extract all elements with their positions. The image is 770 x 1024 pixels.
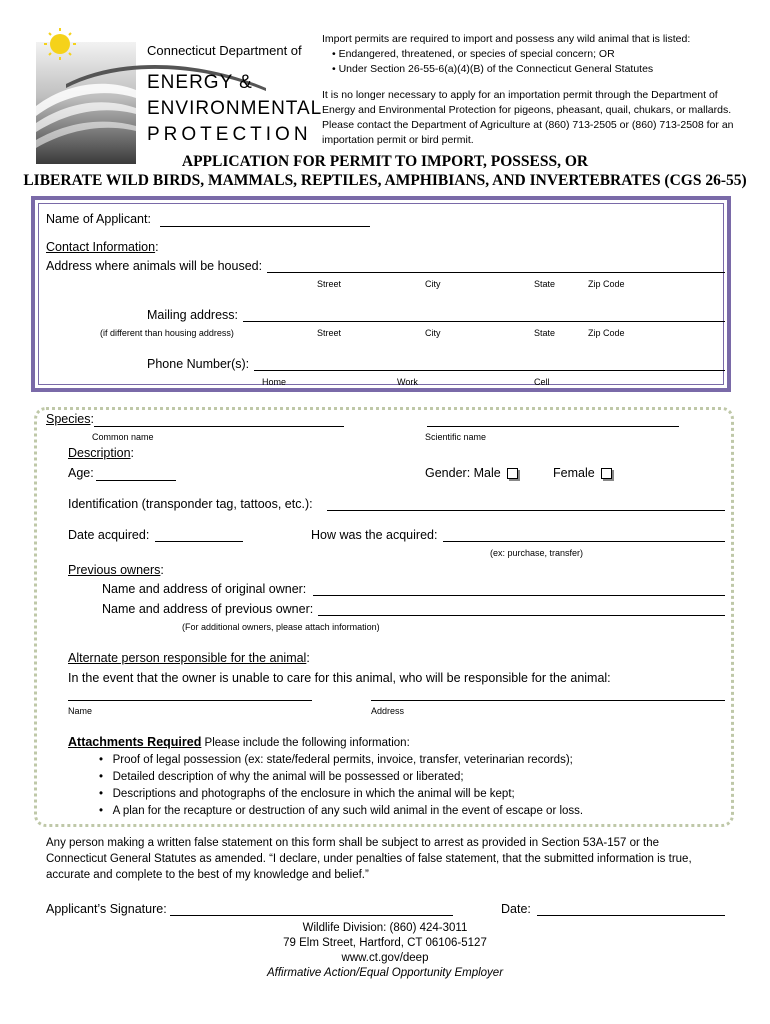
state-caption: State bbox=[534, 328, 556, 338]
alternate-person-text: In the event that the owner is unable to care for this animal, who will be responsible for the animal: bbox=[68, 671, 611, 685]
species-label: Species: bbox=[46, 412, 94, 426]
date-acquired-label: Date acquired: bbox=[68, 528, 150, 542]
declaration-line: Any person making a written false statement on this form shall be subject to arrest as provided in Section 53A-157 or the bbox=[46, 837, 660, 849]
applicant-name-label: Name of Applicant: bbox=[46, 212, 151, 226]
footer-address: 79 Elm Street, Hartford, CT 06106-5127 bbox=[283, 937, 487, 949]
how-acquired-label: How was the acquired: bbox=[311, 528, 438, 542]
phone-field[interactable] bbox=[254, 370, 725, 371]
street-caption: Street bbox=[317, 328, 342, 338]
contact-info-label: Contact Information: bbox=[46, 240, 159, 254]
footer-website[interactable]: www.ct.gov/deep bbox=[341, 952, 429, 964]
footer-eeo: Affirmative Action/Equal Opportunity Employer bbox=[266, 967, 504, 979]
gender-female-label: Female bbox=[553, 466, 612, 480]
previous-owner-field[interactable] bbox=[318, 615, 725, 616]
mailing-address-field[interactable] bbox=[243, 321, 725, 322]
species-common-field[interactable] bbox=[94, 426, 344, 427]
name-caption: Name bbox=[68, 706, 93, 716]
male-checkbox[interactable] bbox=[507, 468, 518, 479]
intro-para-line: Energy and Environmental Protection for pigeons, pheasant, quail, chukars, or mallards. bbox=[322, 104, 732, 116]
mailing-note: (if different than housing address) bbox=[100, 328, 234, 338]
work-caption: Work bbox=[397, 377, 418, 387]
date-acquired-field[interactable] bbox=[155, 541, 243, 542]
original-owner-field[interactable] bbox=[313, 595, 725, 596]
attachment-item: • Detailed description of why the animal will be possessed or liberated; bbox=[99, 771, 464, 783]
housing-address-label: Address where animals will be housed: bbox=[46, 259, 263, 273]
female-checkbox[interactable] bbox=[601, 468, 612, 479]
phone-label: Phone Number(s): bbox=[147, 357, 250, 371]
previous-owner-label: Name and address of previous owner: bbox=[102, 602, 314, 616]
applicant-name-field[interactable] bbox=[160, 226, 370, 227]
dept-name-line4: PROTECTION bbox=[147, 124, 312, 145]
city-caption: City bbox=[425, 328, 441, 338]
alternate-address-field[interactable] bbox=[371, 700, 725, 701]
intro-bullet: • Endangered, threatened, or species of special concern; OR bbox=[332, 48, 615, 60]
alternate-name-field[interactable] bbox=[68, 700, 312, 701]
dept-name-line1: Connecticut Department of bbox=[147, 43, 302, 58]
declaration-line: Connecticut General Statutes as amended. “I declare, under penalties of false statement, that the submitted information is true, bbox=[46, 853, 692, 865]
original-owner-label: Name and address of original owner: bbox=[102, 582, 307, 596]
how-acquired-field[interactable] bbox=[443, 541, 725, 542]
intro-para-line: It is no longer necessary to apply for an importation permit through the Department of bbox=[322, 89, 718, 101]
attachment-item: • Descriptions and photographs of the enclosure in which the animal will be kept; bbox=[99, 788, 515, 800]
form-title-line2: LIBERATE WILD BIRDS, MAMMALS, REPTILES, AMPHIBIANS, AND INVERTEBRATES (CGS 26-55) bbox=[23, 172, 747, 189]
date-label: Date: bbox=[501, 902, 531, 916]
identification-field[interactable] bbox=[327, 510, 725, 511]
signature-field[interactable] bbox=[170, 915, 453, 916]
state-caption: State bbox=[534, 279, 556, 289]
address-caption: Address bbox=[371, 706, 405, 716]
intro-line: Import permits are required to import and possess any wild animal that is listed: bbox=[322, 33, 691, 45]
gender-male-label: Gender: Male bbox=[425, 466, 518, 480]
alternate-person-label: Alternate person responsible for the animal: bbox=[68, 651, 310, 665]
previous-owners-label: Previous owners: bbox=[68, 563, 164, 577]
mailing-address-label: Mailing address: bbox=[147, 308, 239, 322]
zip-caption: Zip Code bbox=[588, 279, 625, 289]
attachment-item: • A plan for the recapture or destruction of any such wild animal in the event of escape or loss. bbox=[99, 805, 584, 817]
cell-caption: Cell bbox=[534, 377, 550, 387]
form-title-line1: APPLICATION FOR PERMIT TO IMPORT, POSSESS, OR bbox=[181, 153, 589, 170]
housing-address-field[interactable] bbox=[267, 272, 725, 273]
street-caption: Street bbox=[317, 279, 342, 289]
species-scientific-field[interactable] bbox=[427, 426, 679, 427]
intro-bullet: • Under Section 26-55-6(a)(4)(B) of the Connecticut General Statutes bbox=[332, 63, 654, 75]
common-name-caption: Common name bbox=[92, 432, 154, 442]
signature-label: Applicant’s Signature: bbox=[46, 902, 167, 916]
date-field[interactable] bbox=[537, 915, 725, 916]
city-caption: City bbox=[425, 279, 441, 289]
age-field[interactable] bbox=[96, 480, 176, 481]
footer-phone: Wildlife Division: (860) 424-3011 bbox=[302, 922, 468, 934]
additional-owners-note: (For additional owners, please attach information) bbox=[182, 622, 380, 632]
dept-name-line2: ENERGY & bbox=[147, 72, 253, 93]
age-label: Age: bbox=[68, 466, 94, 480]
scientific-name-caption: Scientific name bbox=[425, 432, 487, 442]
how-acquired-note: (ex: purchase, transfer) bbox=[490, 548, 584, 558]
intro-para-line: importation permit or bird permit. bbox=[322, 134, 474, 146]
attachments-heading: Attachments Required Please include the following information: bbox=[68, 735, 410, 749]
zip-caption: Zip Code bbox=[588, 328, 625, 338]
identification-label: Identification (transponder tag, tattoos, etc.): bbox=[68, 497, 313, 511]
attachment-item: • Proof of legal possession (ex: state/federal permits, invoice, transfer, veterinarian records); bbox=[99, 754, 573, 766]
home-caption: Home bbox=[262, 377, 287, 387]
description-label: Description: bbox=[68, 446, 135, 460]
intro-para-line: Please contact the Department of Agriculture at (860) 713-2505 or (860) 713-2508 for an bbox=[322, 119, 734, 131]
declaration-line: accurate and complete to the best of my knowledge and belief.” bbox=[46, 869, 369, 881]
dept-name-line3: ENVIRONMENTAL bbox=[147, 98, 323, 119]
